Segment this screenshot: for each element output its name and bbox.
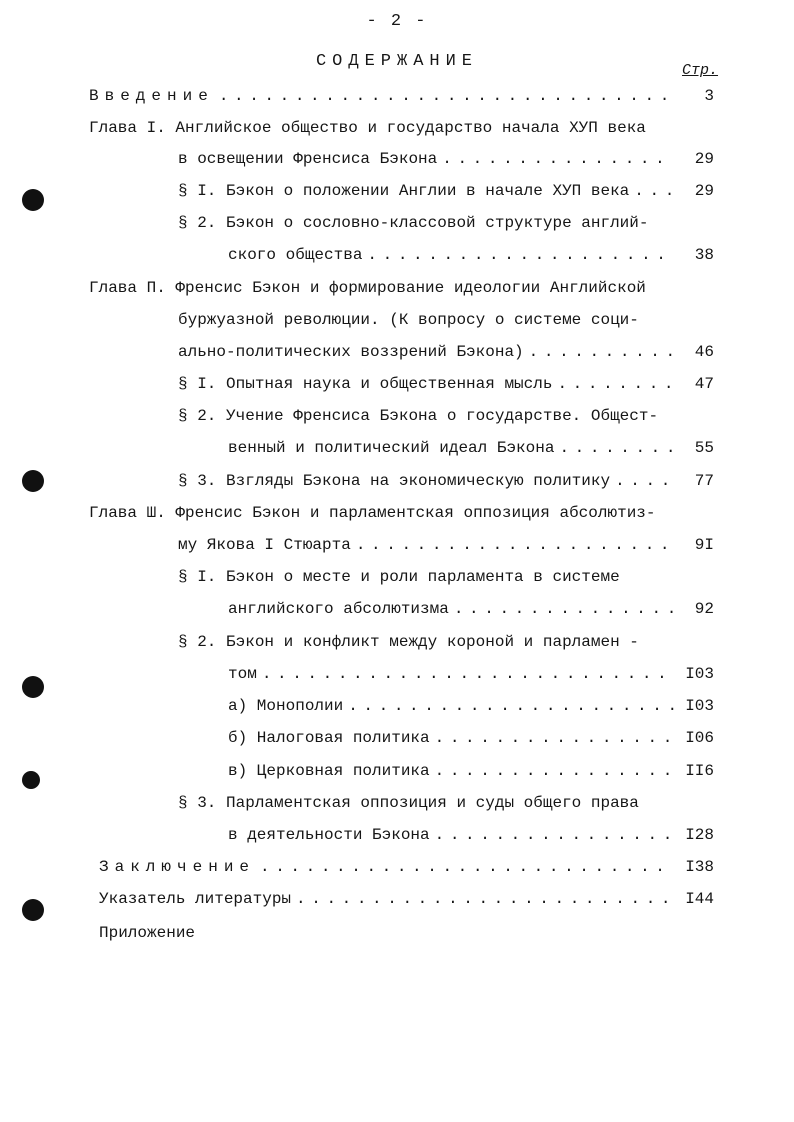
toc-entry: Приложение [99, 924, 196, 942]
toc-page: 92 [694, 600, 714, 618]
toc-entry: в деятельности Бэкона . . . [228, 826, 674, 850]
toc-page: I06 [685, 729, 714, 747]
toc-entry: му Якова I Стюарта . . . [178, 536, 674, 560]
toc-entry: а) Монополии . . . [228, 697, 674, 721]
toc-entry: § 3. Парламентская оппозиция и суды общего права [178, 794, 639, 812]
toc-entry: § I. Опытная наука и общественная мысль . . . [178, 375, 674, 399]
toc-page: I28 [685, 826, 714, 844]
toc-page: 38 [694, 246, 714, 264]
toc-entry: в) Церковная политика . . . [228, 762, 674, 786]
page-number: - 2 - [366, 12, 428, 31]
toc-entry: Глава Ш. Френсис Бэкон и парламентская оппозиция абсолютиз- [89, 504, 656, 522]
toc-entry: Введение . . . [89, 87, 674, 111]
punch-hole [22, 189, 44, 211]
toc-entry: § I. Бэкон о месте и роли парламента в системе [178, 568, 620, 586]
toc-entry: ского общества . . . [228, 246, 674, 270]
toc-entry: буржуазной революции. (К вопросу о системе соци- [178, 311, 639, 329]
toc-entry: Указатель литературы . . . [99, 890, 674, 914]
toc-entry: § 2. Бэкон и конфликт между короной и парламен - [178, 633, 639, 651]
toc-page: 47 [694, 375, 714, 393]
toc-entry: в освещении Френсиса Бэкона . . . [178, 150, 674, 174]
toc-page: I38 [685, 858, 714, 876]
toc-page: II6 [685, 762, 714, 780]
toc-page: 77 [694, 472, 714, 490]
toc-entry: Глава П. Френсис Бэкон и формирование идеологии Английской [89, 279, 646, 297]
toc-page: 29 [694, 182, 714, 200]
toc-page: 46 [694, 343, 714, 361]
toc-entry: Глава I. Английское общество и государство начала ХУП века [89, 119, 646, 137]
toc-page: I44 [685, 890, 714, 908]
toc-entry: венный и политический идеал Бэкона . . . [228, 439, 674, 463]
toc-page: I03 [685, 665, 714, 683]
toc-page: 55 [694, 439, 714, 457]
page-title: СОДЕРЖАНИЕ [315, 52, 479, 71]
toc-page: 9I [694, 536, 714, 554]
page-column-header: Стр. [682, 62, 719, 79]
toc-entry: § I. Бэкон о положении Англии в начале ХУП века . . . [178, 182, 674, 206]
toc-page: 29 [694, 150, 714, 168]
toc-entry: § 2. Бэкон о сословно-классовой структуре англий- [178, 214, 649, 232]
punch-hole [22, 676, 44, 698]
toc-entry: ально-политических воззрений Бэкона) . . . [178, 343, 674, 367]
toc-entry: б) Налоговая политика . . . [228, 729, 674, 753]
toc-page: 3 [704, 87, 714, 105]
toc-entry: Заключение . . . [99, 858, 674, 882]
toc-entry: § 3. Взгляды Бэкона на экономическую политику . . . [178, 472, 674, 496]
toc-page: I03 [685, 697, 714, 715]
toc-entry: английского абсолютизма . . . [228, 600, 674, 624]
punch-hole [22, 899, 44, 921]
punch-hole [22, 771, 40, 789]
toc-entry: § 2. Учение Френсиса Бэкона о государстве. Общест- [178, 407, 659, 425]
punch-hole [22, 470, 44, 492]
toc-entry: том . . . [228, 665, 674, 689]
